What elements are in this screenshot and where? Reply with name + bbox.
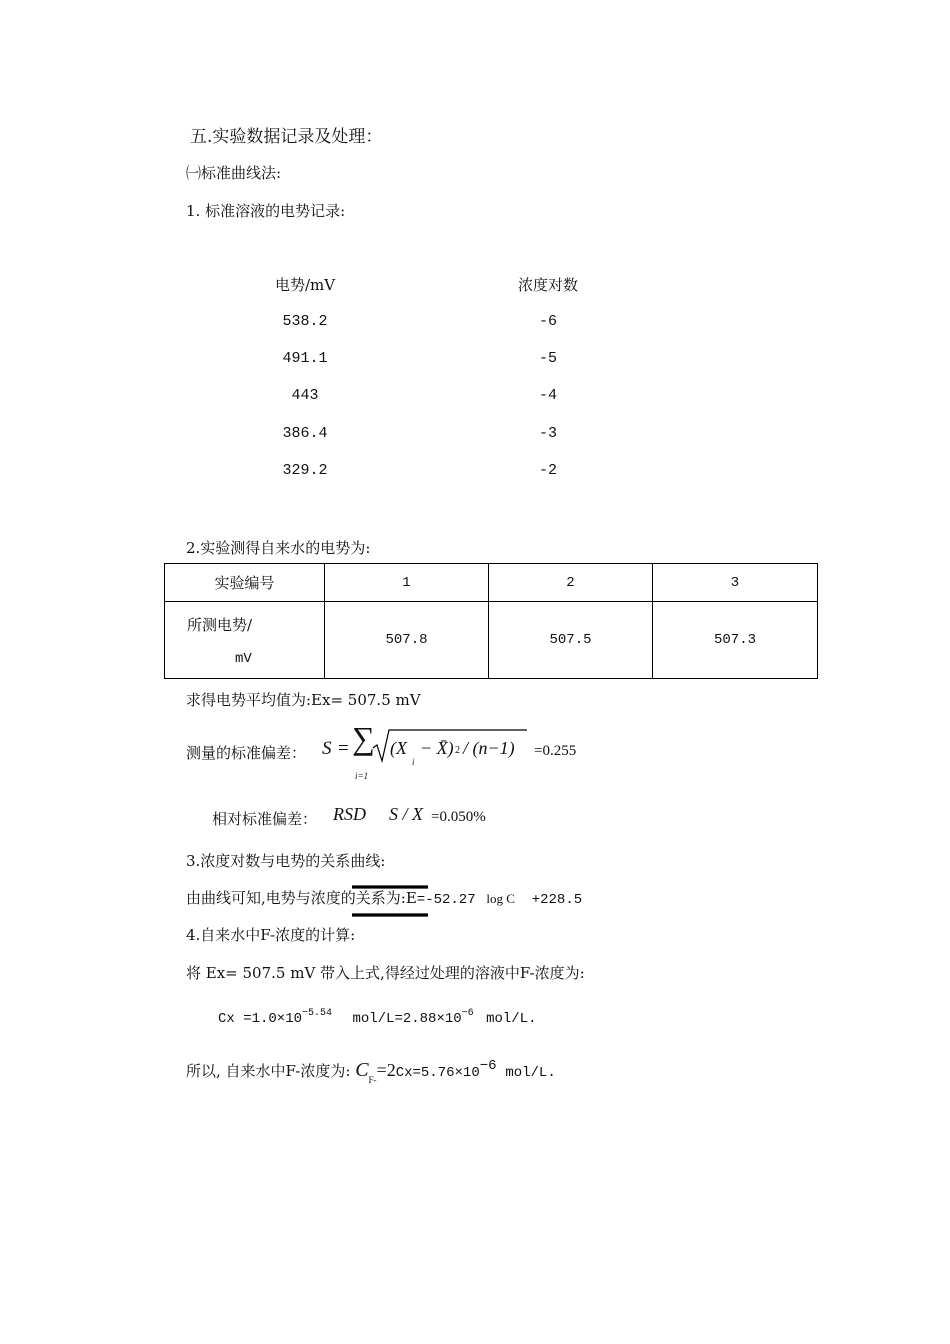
cx-line	[218, 1008, 537, 1027]
rsd-symbol: RSD	[333, 804, 366, 824]
item4-title: 4.自来水中F-浓度的计算:	[186, 926, 356, 944]
std-cell: -4	[538, 387, 557, 404]
formula-divisor: / (n−1)	[463, 738, 515, 758]
sigma-subscript: i=1	[355, 771, 369, 781]
sd-symbol: S	[322, 738, 332, 759]
cx-pre: Cx =1.0×10	[218, 1011, 303, 1027]
std-cell: 538.2	[282, 313, 328, 330]
relation-line	[186, 887, 582, 908]
relation-eq: =-52.27	[416, 892, 476, 908]
results-table	[164, 563, 818, 679]
final-pre: 所以, 自来水中F-浓度为:	[186, 1062, 351, 1080]
std-cell: 443	[291, 387, 319, 404]
final-exp: −6	[479, 1058, 497, 1074]
results-row-label-line1: 所测电势/	[187, 616, 253, 634]
item3-title: 3.浓度对数与电势的关系曲线:	[186, 852, 386, 870]
results-header-number: 2	[489, 564, 653, 602]
std-cell: 491.1	[282, 350, 328, 367]
mean-text: 求得电势平均值为:Ex= 507.5 mV	[186, 691, 421, 709]
std-cell: 386.4	[282, 425, 328, 442]
item2-title: 2.实验测得自来水的电势为:	[186, 539, 371, 557]
section-title: 五.实验数据记录及处理：	[190, 127, 383, 147]
final-line	[186, 1058, 556, 1085]
std-cell: -2	[538, 462, 557, 479]
relation-struck: 关系为:E	[355, 889, 417, 907]
final-post: mol/L.	[505, 1065, 556, 1081]
sigma-symbol: ∑	[352, 720, 375, 756]
std-cell: -5	[538, 350, 557, 367]
final-c: C	[355, 1059, 369, 1081]
std-cell: -3	[538, 425, 557, 442]
relation-tail: +228.5	[531, 892, 583, 908]
cx-exp2: −6	[461, 1008, 474, 1019]
rsd-label: 相对标准偏差：	[212, 810, 318, 828]
results-value: 507.3	[653, 602, 818, 679]
formula-index: i	[412, 757, 415, 767]
cx-exp1: −5.54	[302, 1008, 333, 1019]
std-header-potential: 电势/mV	[274, 276, 336, 294]
cx-mid: mol/L=2.88×10	[352, 1011, 462, 1027]
item1-title: 1. 标准溶液的电势记录:	[186, 202, 346, 220]
relation-prefix: 由曲线可知,电势与浓度的	[186, 889, 356, 907]
results-header-label: 实验编号	[165, 564, 325, 602]
final-eq2: =2	[376, 1060, 396, 1080]
calc-line: 将 Ex= 507.5 mV 带入上式,得经过处理的溶液中F-浓度为:	[186, 964, 585, 982]
formula-mean: − X̄)	[420, 738, 454, 758]
relation-log: log C	[486, 891, 515, 906]
results-header-number: 1	[325, 564, 489, 602]
rsd-ratio: S / X	[389, 804, 423, 824]
strike-marks	[352, 885, 438, 919]
sd-equals: =	[338, 738, 349, 759]
final-mid: Cx=5.76×10	[395, 1065, 480, 1081]
std-cell: -6	[538, 313, 557, 330]
sd-result: =0.255	[534, 743, 577, 759]
results-row-label	[165, 602, 325, 679]
rsd-result: =0.050%	[431, 809, 486, 825]
results-row-label-line2: mV	[235, 651, 252, 667]
results-header-number: 3	[653, 564, 818, 602]
results-value: 507.5	[489, 602, 653, 679]
sd-label: 测量的标准偏差：	[186, 744, 307, 762]
relation-struck-wrap	[356, 887, 417, 908]
std-header-logconc: 浓度对数	[517, 276, 578, 294]
final-c-subscript: F-	[368, 1075, 377, 1085]
method-title: ㈠标准曲线法:	[186, 164, 282, 182]
std-cell: 329.2	[282, 462, 328, 479]
formula-exponent: 2	[455, 745, 460, 756]
final-c-symbol	[355, 1059, 377, 1085]
formula-open: (X	[390, 738, 407, 758]
results-value: 507.8	[325, 602, 489, 679]
cx-post: mol/L.	[486, 1011, 537, 1027]
